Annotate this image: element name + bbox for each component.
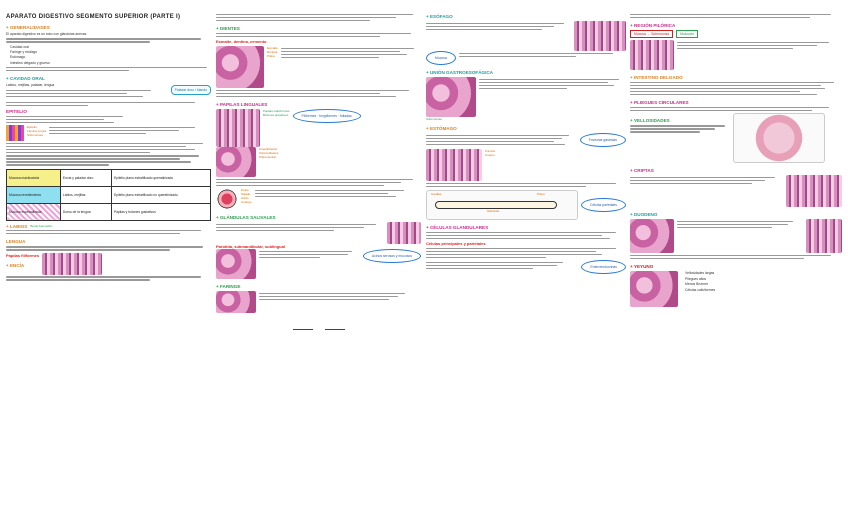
tag-fundus: Fundus bbox=[485, 148, 496, 153]
acinos-image bbox=[216, 249, 256, 279]
dientes-text-2 bbox=[216, 90, 421, 97]
dientes-intro bbox=[216, 14, 421, 21]
epitelio-legend bbox=[27, 125, 46, 137]
esofago-text-2 bbox=[459, 51, 626, 59]
column-4 bbox=[630, 0, 842, 517]
duodeno-row bbox=[630, 219, 842, 253]
heading-generalidades: + GENERALIDADES bbox=[6, 25, 50, 30]
dientes-text bbox=[216, 33, 421, 37]
heading-pliegues: + PLIEGUES CIRCULARES bbox=[630, 100, 689, 106]
diagram-tag-cardias: Cardias bbox=[431, 191, 442, 196]
lengua-histology-image bbox=[42, 253, 102, 275]
mucosa-table bbox=[6, 169, 211, 221]
celulas-text-2 bbox=[426, 248, 626, 258]
piloro-red-tag: Mucosa → Submucosa bbox=[630, 30, 673, 38]
heading-labios: + LABIOS bbox=[6, 223, 28, 229]
criptas-image bbox=[786, 175, 842, 207]
heading-esofago: + ESÓFAGO bbox=[426, 14, 453, 19]
duodeno-image-2 bbox=[806, 219, 842, 253]
papilas-row bbox=[216, 109, 421, 147]
estomago-row bbox=[426, 133, 626, 149]
papilas-histology-image bbox=[216, 109, 260, 147]
faringe-text bbox=[259, 291, 421, 302]
epitelio-text bbox=[6, 109, 129, 125]
diagram-tag-piloro: Píloro bbox=[537, 191, 545, 196]
tag-cuerpo: Cuerpo bbox=[485, 152, 495, 157]
odonto-legend bbox=[259, 147, 278, 159]
vellosidad-diagram bbox=[733, 113, 825, 163]
papilas-bubble: Filiformes · fungiformes · foliadas bbox=[293, 109, 361, 123]
tongue-tag-1: Dulce bbox=[241, 188, 249, 193]
celulas-bottom-row bbox=[426, 260, 626, 274]
glandulas-row-2 bbox=[216, 249, 421, 279]
glandulas-text bbox=[216, 222, 384, 233]
intro-extra-text bbox=[6, 67, 211, 71]
yeyuno-bullet-4: Células caliciformes bbox=[685, 287, 716, 292]
yeyuno-row bbox=[630, 271, 842, 307]
vellos-left bbox=[630, 113, 730, 134]
tag-submucosa: Submucosa bbox=[426, 117, 442, 121]
lengua-left bbox=[6, 253, 39, 270]
piloro-text bbox=[677, 40, 842, 51]
legend-ameloblastos: Ameloblastos bbox=[259, 147, 278, 152]
celulas-text bbox=[426, 232, 626, 239]
heading-criptas: + CRIPTAS bbox=[630, 168, 654, 174]
legend-odontoblastos: Odontoblastos bbox=[259, 151, 279, 156]
tongue-tag-3: Ácido bbox=[241, 196, 249, 201]
heading-piloro: + REGIÓN PILÓRICA bbox=[630, 23, 676, 29]
labios-tag: Borde bermellón bbox=[30, 223, 53, 228]
intro-bullet-1: Cavidad oral bbox=[10, 44, 30, 49]
heading-celulas: + CÉLULAS GLANDULARES bbox=[426, 224, 489, 230]
tongue-row bbox=[216, 188, 421, 210]
table-cell: Epitelio plano estratificado queratinizado bbox=[111, 169, 210, 186]
duodeno-text bbox=[677, 219, 803, 230]
criptas-text bbox=[630, 175, 783, 186]
glandulas-row bbox=[216, 222, 421, 244]
acinos-text bbox=[259, 249, 360, 260]
lengua-warning: Papilas filiformes bbox=[6, 252, 40, 258]
entero-bubble: Enteroendocrinas bbox=[581, 260, 626, 274]
faringe-row bbox=[216, 291, 421, 313]
gastric-gland-diagram bbox=[426, 190, 578, 220]
heading-vellos: + VELLOSIDADES bbox=[630, 118, 670, 124]
yeyuno-bullet-3: Menos Brunner bbox=[685, 282, 709, 287]
heading-yeyuno: + YEYUNO bbox=[630, 264, 654, 270]
pink-tag: Paladar duro / blando bbox=[171, 85, 211, 95]
table-cell: Papilas y botones gustativos bbox=[111, 203, 210, 220]
dash-2 bbox=[325, 329, 345, 330]
legend-lamina-propia: Lámina propia bbox=[27, 129, 47, 134]
gastric-diagram bbox=[426, 190, 626, 220]
heading-epitelio: EPITELIO bbox=[6, 109, 27, 115]
pliegues-text bbox=[630, 107, 842, 111]
duodeno-text-2 bbox=[630, 255, 842, 259]
piloro-tags bbox=[630, 30, 842, 38]
tag-pulpa: Pulpa bbox=[267, 54, 275, 59]
fundus-text bbox=[426, 183, 626, 187]
duodeno-image bbox=[630, 219, 674, 253]
dientes-image-row bbox=[216, 46, 421, 88]
criptas-row bbox=[630, 175, 842, 207]
encia-text bbox=[6, 276, 211, 280]
esofago-tags-row bbox=[426, 51, 626, 65]
dientes-histology-image bbox=[216, 46, 264, 88]
yeyuno-bullet-2: Pliegues altos bbox=[685, 276, 707, 281]
table-cell: Epitelio plano estratificado no queratinizado bbox=[111, 186, 210, 203]
celulas-bottom-text bbox=[426, 260, 578, 271]
cavidad-text-2 bbox=[6, 102, 211, 106]
heading-encia: + ENCÍA bbox=[6, 262, 25, 268]
esofago-text bbox=[426, 21, 571, 32]
tongue-illustration bbox=[216, 188, 238, 210]
table-row bbox=[7, 169, 211, 186]
glandulas-warning: Parótida, submandibular, sublingual bbox=[216, 244, 285, 250]
intro-paragraph bbox=[6, 32, 211, 43]
piloro-image bbox=[630, 40, 674, 70]
dientes-second-row bbox=[216, 147, 421, 177]
table-row bbox=[7, 186, 211, 203]
epitelio-illustration-row bbox=[6, 125, 211, 141]
legend-submucosa: Submucosa bbox=[27, 133, 43, 138]
tag-caliciformes: Papilas caliciformes bbox=[263, 109, 290, 114]
fundus-row bbox=[426, 149, 626, 181]
table-cell: Mucosa masticatoria bbox=[7, 169, 61, 186]
heading-union: + UNIÓN GASTROESOFÁGICA bbox=[426, 70, 493, 75]
fundus-tags bbox=[485, 149, 495, 157]
piloro-row bbox=[630, 40, 842, 70]
dientes-side-text bbox=[281, 46, 421, 60]
table-cell: Encía y paladar duro bbox=[60, 169, 111, 186]
epitelio-text-block bbox=[6, 143, 211, 153]
column-3 bbox=[426, 0, 626, 517]
table-cell: Mucosa especializada bbox=[7, 203, 61, 220]
column-2 bbox=[216, 0, 421, 517]
heading-duodeno: + DUODENO bbox=[630, 212, 658, 218]
celulas-warning: Células principales y parietales bbox=[426, 240, 486, 246]
cavidad-row bbox=[6, 83, 211, 100]
epithelium-stripes-illustration bbox=[6, 125, 24, 141]
gastric-bubble: Foveolas gástricas bbox=[580, 133, 626, 147]
union-row bbox=[426, 77, 626, 117]
papilas-text bbox=[216, 179, 421, 186]
odontoblast-image bbox=[216, 147, 256, 177]
table-row bbox=[7, 203, 211, 220]
acinos-bubble: Acinos serosos y mucosos bbox=[363, 249, 421, 263]
esofago-row bbox=[426, 21, 626, 51]
yeyuno-bullet-1: Vellosidades largas bbox=[685, 271, 715, 276]
faringe-image bbox=[216, 291, 256, 313]
tongue-tags bbox=[241, 188, 252, 204]
heading-papilas: + PAPILAS LINGUALES bbox=[216, 102, 268, 108]
column-1 bbox=[6, 0, 211, 517]
vellos-text bbox=[630, 125, 730, 132]
tag-esmalte: Esmalte bbox=[267, 46, 278, 51]
table-cell: Labios, mejillas bbox=[60, 186, 111, 203]
papilas-legend bbox=[263, 109, 290, 117]
table-cell: Dorso de la lengua bbox=[60, 203, 111, 220]
legend-pulpa: Pulpa dental bbox=[259, 155, 276, 160]
dientes-tags bbox=[267, 46, 278, 58]
heading-glandulas: + GLÁNDULAS SALIVALES bbox=[216, 215, 276, 221]
intro-lead: El aparato digestivo es un tubo con glándulas anexas bbox=[6, 32, 87, 36]
heading-estomago: + ESTÓMAGO bbox=[426, 126, 457, 131]
heading-dientes: + DIENTES bbox=[216, 26, 240, 32]
cavidad-text bbox=[6, 83, 168, 98]
piloro-green-tag: Muscular bbox=[676, 30, 698, 38]
intro-bullet-4: Intestino delgado y grueso bbox=[10, 60, 50, 65]
table-cell: Mucosa revestimiento bbox=[7, 186, 61, 203]
intro-bullet-2: Faringe y esófago bbox=[10, 49, 38, 54]
labios-row bbox=[6, 224, 211, 229]
fundus-image bbox=[426, 149, 482, 181]
tongue-tag-2: Salado bbox=[241, 192, 251, 197]
union-image bbox=[426, 77, 476, 117]
lengua-text bbox=[6, 246, 211, 250]
glandulas-image bbox=[387, 222, 421, 244]
tag-dentina: Dentina bbox=[267, 50, 278, 55]
dash-1 bbox=[293, 329, 313, 330]
diagram-tag-glandula: Glándula bbox=[487, 208, 500, 213]
lengua-row bbox=[6, 253, 211, 275]
union-text bbox=[479, 77, 626, 91]
gland-tube bbox=[435, 201, 557, 209]
parietal-bubble: Células parietales bbox=[581, 198, 626, 212]
epitelio-row bbox=[6, 109, 211, 125]
esofago-image bbox=[574, 21, 626, 51]
epitelio-side-text bbox=[49, 125, 211, 136]
tongue-tag-4: Amargo bbox=[241, 200, 252, 205]
heading-cavidad-oral: + CAVIDAD ORAL bbox=[6, 76, 45, 82]
heading-intestino: + INTESTINO DELGADO bbox=[630, 75, 683, 81]
estomago-text bbox=[426, 133, 577, 147]
labios-text bbox=[6, 230, 211, 234]
heading-lengua: LENGUA bbox=[6, 239, 26, 245]
tongue-text bbox=[255, 188, 421, 199]
tag-botones: Botones gustativos bbox=[263, 113, 289, 118]
epitelio-lines bbox=[6, 116, 129, 123]
intro-bullet-3: Estómago bbox=[10, 55, 26, 60]
footer-dashes bbox=[216, 317, 421, 335]
esofago-bubble: Mucosa bbox=[426, 51, 456, 65]
yeyuno-image bbox=[630, 271, 678, 307]
page-title: APARATO DIGESTIVO SEGMENTO SUPERIOR (PARTE I) bbox=[6, 14, 181, 20]
dientes-warning: Esmalte, dentina, cemento bbox=[216, 39, 267, 45]
intestino-text bbox=[630, 82, 842, 95]
vellos-row bbox=[630, 113, 842, 163]
piloro-intro bbox=[630, 14, 842, 18]
cavidad-note: Labios, mejillas, paladar, lengua bbox=[6, 83, 55, 88]
legend-epitelio: Epitelio bbox=[27, 125, 37, 130]
yeyuno-bullets bbox=[681, 271, 715, 293]
epitelio-text-block-2 bbox=[6, 155, 211, 165]
heading-faringe: + FARINGE bbox=[216, 284, 241, 290]
